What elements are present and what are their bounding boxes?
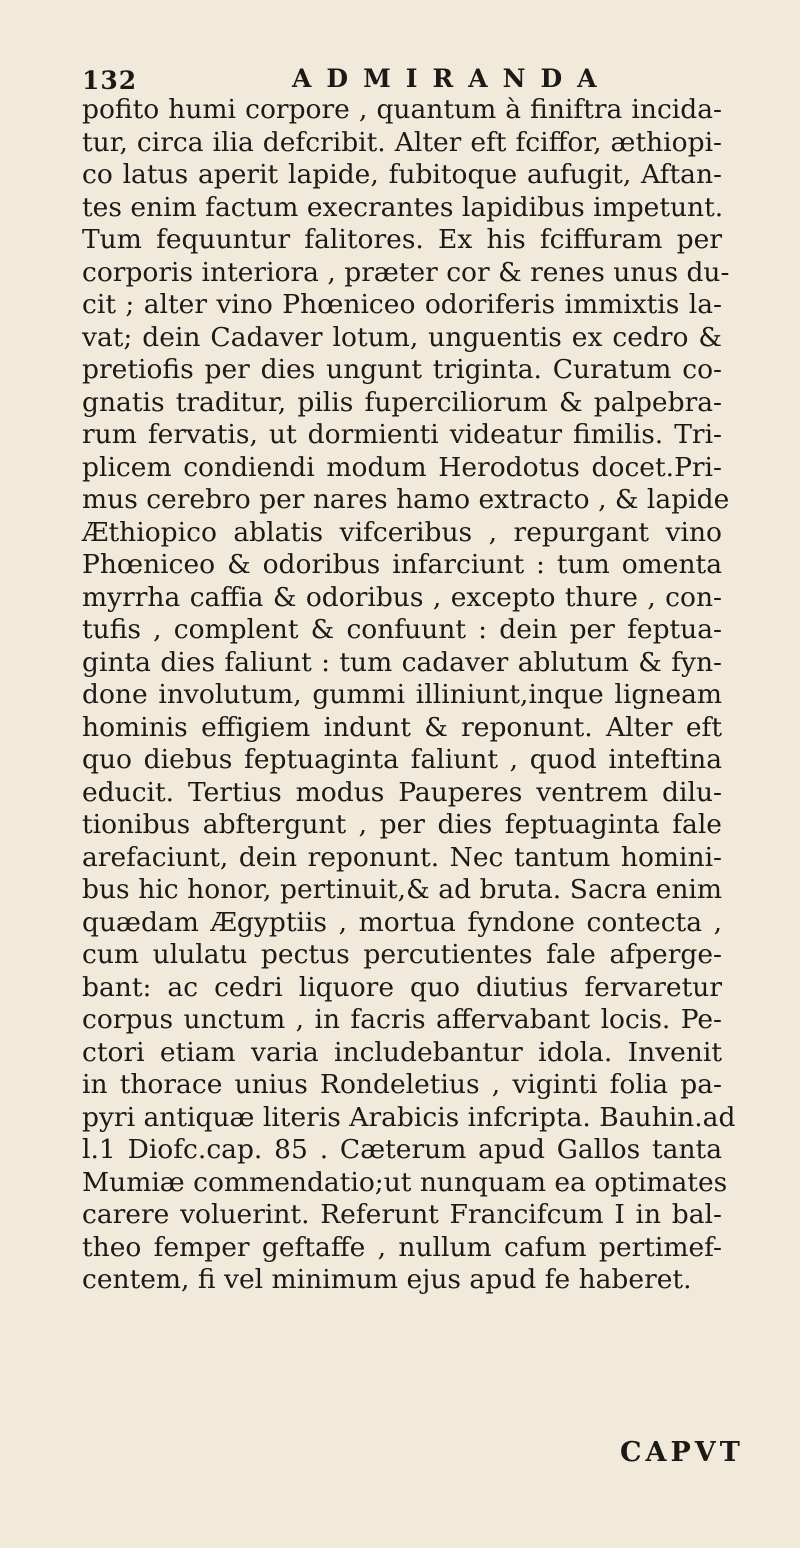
text-line: hominis effigiem indunt & reponunt. Alter eft [82,711,722,743]
text-line: cum ululatu pectus percutientes fale afperge- [82,939,722,970]
text-line: in thorace unius Rondeletius , viginti folia pa- [82,1069,722,1100]
text-line: pofito humi corpore , quantum à finiftra incida- [82,94,722,125]
text-line: rum fervatis, ut dormienti videatur fimilis. Tri- [82,419,722,450]
text-line: Tum fequuntur falitores. Ex his fciffuram per [82,224,722,255]
text-line: tionibus abftergunt , per dies feptuaginta fale [82,809,722,840]
text-line: l.1 Diofc.cap. 85 . Cæterum apud Gallos tanta [82,1134,722,1165]
running-head: ADMIRANDA [292,64,612,93]
text-line: done involutum, gummi illiniunt,inque ligneam [82,679,722,710]
text-line: ctori etiam varia includebantur idola. Invenit [82,1036,722,1068]
catchword: CAPVT [620,1437,744,1468]
text-line: pretiofis per dies ungunt triginta. Curatum co- [82,354,722,385]
text-line: vat; dein Cadaver lotum, unguentis ex cedro & [82,321,722,353]
text-line: Mumiæ commendatio;ut nunquam ea optimates [82,1166,728,1198]
text-line: corpus unctum , in facris affervabant locis. Pe- [82,1004,722,1035]
text-line: arefaciunt, dein reponunt. Nec tantum homini- [82,841,722,873]
text-line: educit. Tertius modus Pauperes ventrem dilu- [82,776,722,808]
text-line: corporis interiora , præter cor & renes unus du- [82,256,730,288]
text-line: tur, circa ilia defcribit. Alter eft fciffor, æthiopi- [82,126,722,158]
text-line: cit ; alter vino Phœniceo odoriferis immixtis la- [82,289,722,320]
text-line: centem, fi vel minimum ejus apud fe haberet. [82,1264,692,1295]
body-text [82,94,736,1297]
text-line: bant: ac cedri liquore quo diutius fervaretur [82,971,722,1003]
text-line: ginta dies faliunt : tum cadaver ablutum & fyn- [82,646,722,678]
text-line: mus cerebro per nares hamo extracto , & lapide [82,484,730,515]
page-header [82,62,722,98]
page-number: 132 [82,66,138,95]
text-line: Æthiopico ablatis vifceribus , repurgant vino [82,516,722,548]
text-line: Phœniceo & odoribus infarciunt : tum omenta [82,549,722,580]
text-line: theo femper geftaffe , nullum cafum pertimef- [82,1231,722,1263]
text-line: tufis , complent & confuunt : dein per feptua- [82,614,722,645]
text-line: plicem condiendi modum Herodotus docet.Pri- [82,451,722,483]
text-line: quædam Ægyptiis , mortua fyndone contecta , [82,906,722,938]
text-line: bus hic honor, pertinuit,& ad bruta. Sacra enim [82,874,722,905]
text-line: myrrha caffia & odoribus , excepto thure , con- [82,581,722,613]
text-line: co latus aperit lapide, fubitoque aufugit, Aftan- [82,159,722,190]
text-line: pyri antiquæ literis Arabicis infcripta. Bauhin.ad [82,1101,736,1133]
text-line: carere voluerint. Referunt Francifcum I in bal- [82,1199,722,1230]
text-line: tes enim factum execrantes lapidibus impetunt. [82,191,724,223]
text-line: quo diebus feptuaginta faliunt , quod inteftina [82,744,722,775]
text-line: gnatis traditur, pilis fuperciliorum & palpebra- [82,386,722,418]
